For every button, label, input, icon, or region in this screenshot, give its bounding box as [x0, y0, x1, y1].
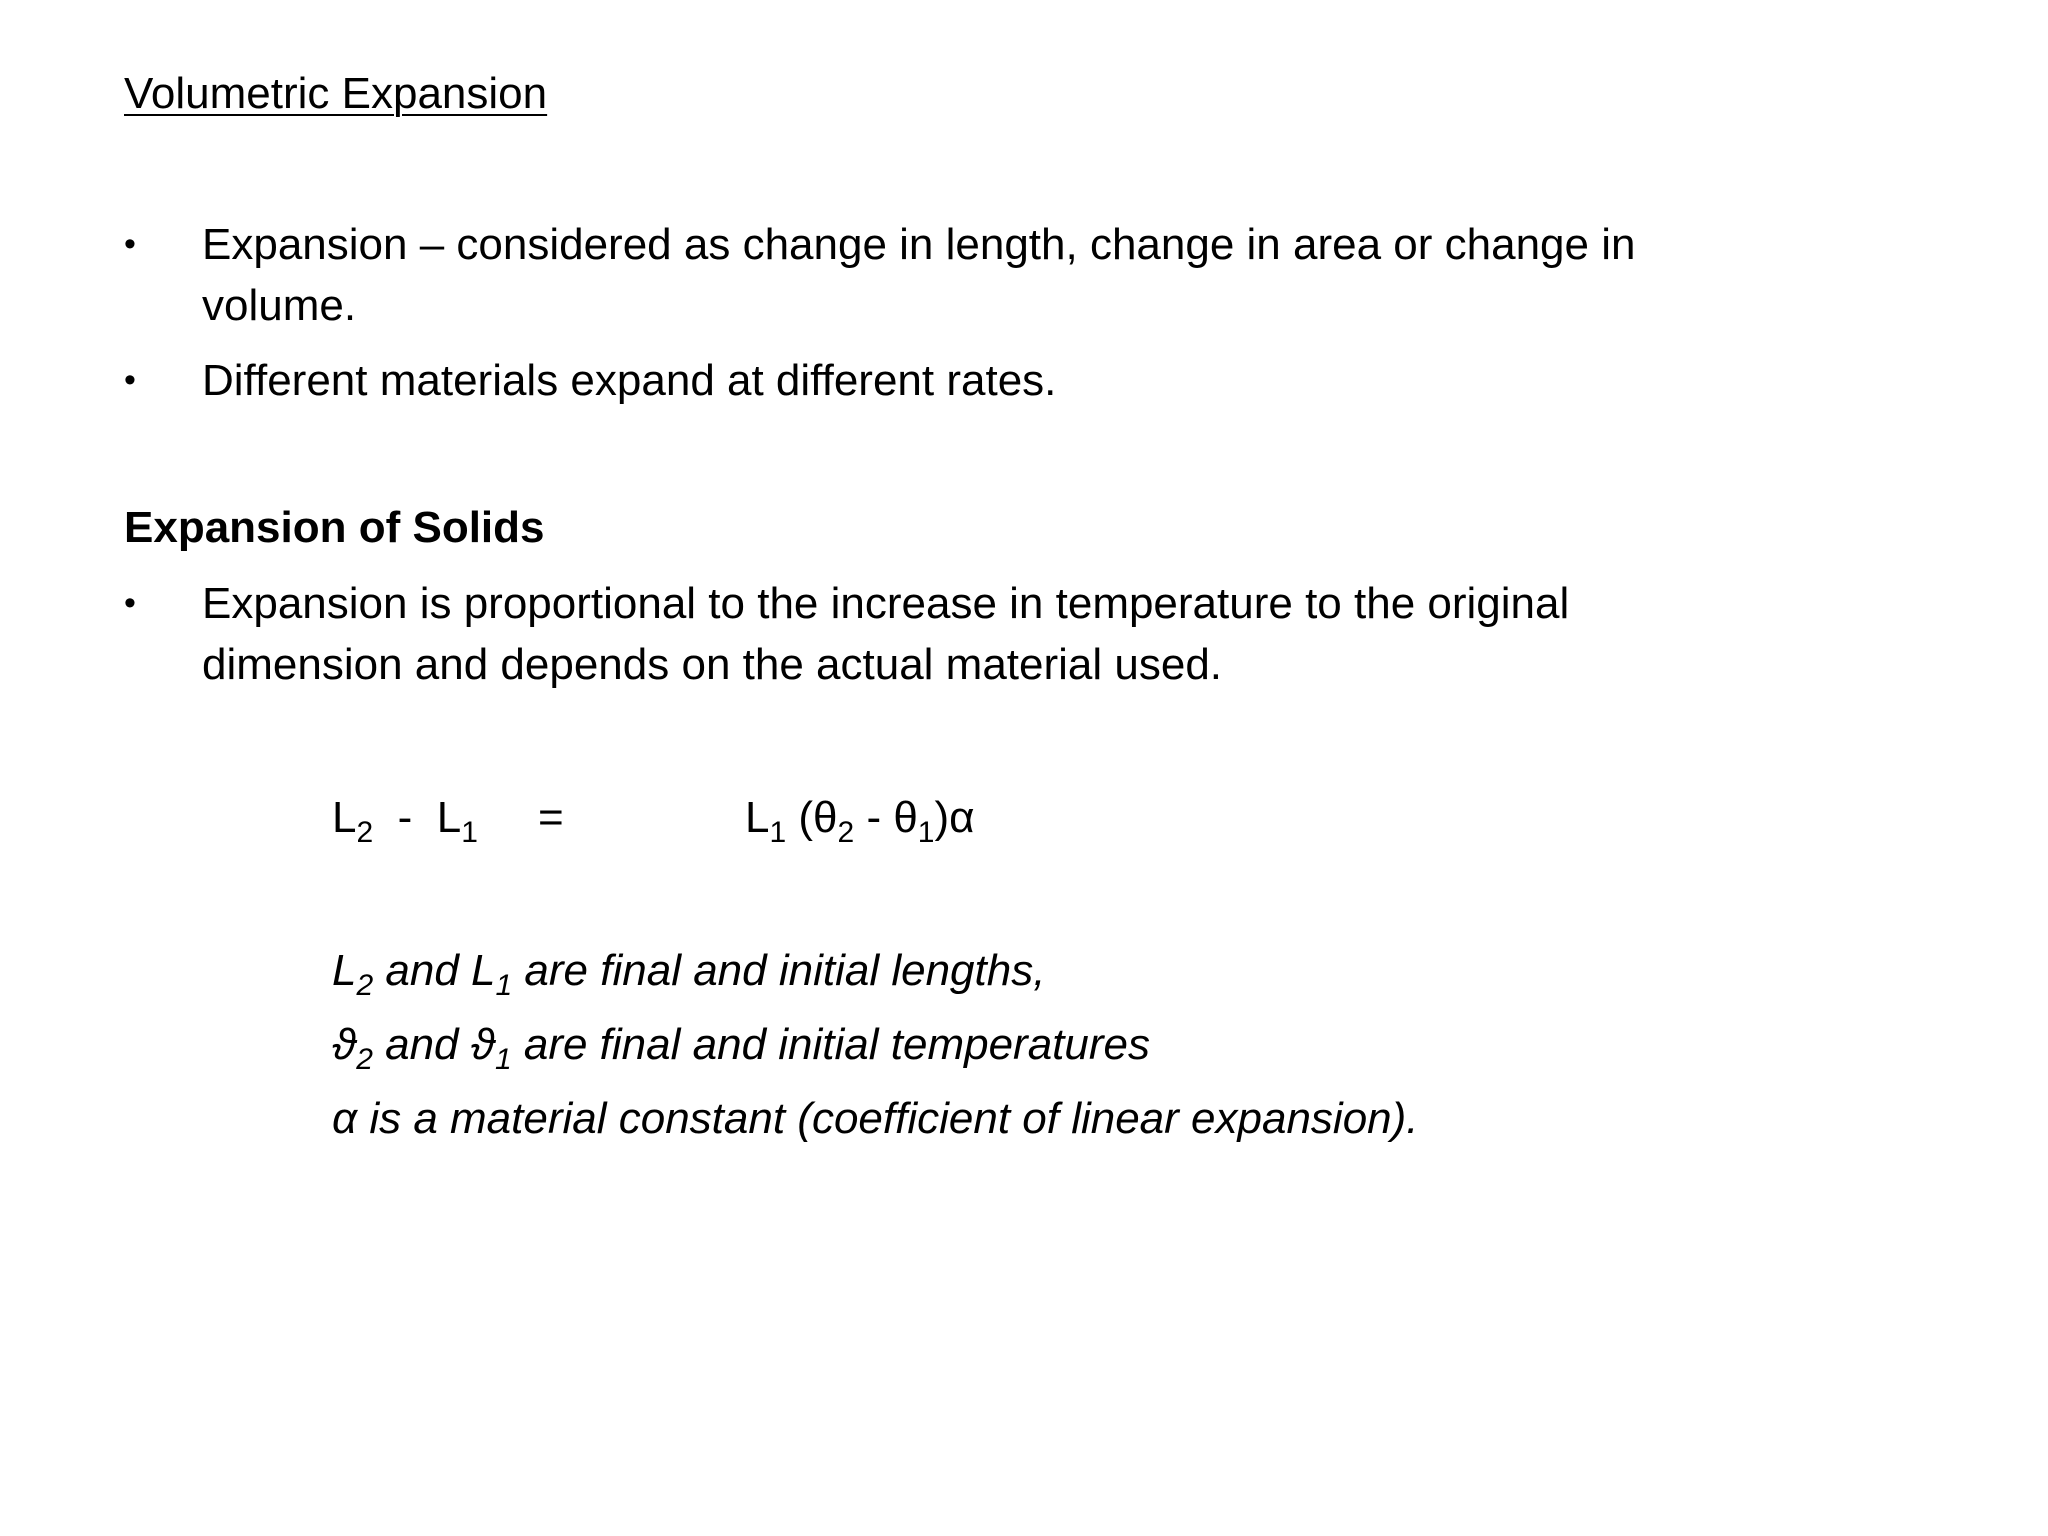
- equation-lhs: [332, 790, 478, 849]
- bullet-icon: •: [124, 225, 136, 263]
- eq-subscript: 1: [769, 816, 787, 849]
- bullet-item: [124, 573, 1764, 695]
- bullet-icon: •: [124, 361, 136, 399]
- def-subscript: 1: [495, 969, 513, 1002]
- definition-line-lengths: [332, 934, 1419, 1008]
- intro-bullet-list: [124, 214, 1764, 425]
- bullet-text: Different materials expand at different rates.: [202, 356, 1057, 405]
- eq-operator: -: [397, 793, 413, 842]
- def-text: are final and initial temperatures: [511, 1020, 1150, 1069]
- def-text: and L: [373, 946, 496, 995]
- definition-line-temperatures: [332, 1008, 1419, 1082]
- definitions-block: [332, 934, 1419, 1156]
- def-text: and ϑ: [372, 1020, 495, 1069]
- def-subscript: 2: [356, 1043, 373, 1076]
- eq-symbol: - θ: [854, 793, 918, 842]
- definition-line-alpha: α is a material constant (coefficient of linear expansion).: [332, 1094, 1419, 1143]
- slide-title: Volumetric Expansion: [124, 69, 548, 118]
- eq-subscript: 1: [461, 816, 478, 849]
- eq-subscript: 2: [356, 816, 374, 849]
- bullet-item: [124, 214, 1764, 336]
- bullet-icon: •: [124, 584, 136, 622]
- bullet-text: Expansion – considered as change in length, change in area or change in volume.: [202, 220, 1636, 330]
- eq-symbol: L: [332, 793, 357, 842]
- def-subscript: 1: [494, 1043, 512, 1076]
- equation-equals: =: [538, 793, 564, 842]
- eq-symbol: (θ: [798, 793, 838, 842]
- eq-symbol: L: [745, 793, 770, 842]
- eq-symbol: )α: [934, 793, 975, 842]
- equation-rhs: [745, 790, 975, 849]
- def-subscript: 2: [356, 969, 374, 1002]
- def-text: are final and initial lengths,: [512, 946, 1046, 995]
- bullet-item: [124, 350, 1764, 411]
- def-symbol: L: [332, 946, 357, 995]
- eq-symbol: L: [436, 793, 462, 842]
- def-symbol: ϑ: [332, 1020, 357, 1069]
- solids-bullet-list: [124, 573, 1764, 709]
- bullet-text: Expansion is proportional to the increase in temperature to the original dimension and depends on the actual material used.: [202, 579, 1570, 689]
- eq-subscript: 2: [837, 816, 855, 849]
- section-heading: Expansion of Solids: [124, 503, 545, 552]
- eq-subscript: 1: [917, 816, 935, 849]
